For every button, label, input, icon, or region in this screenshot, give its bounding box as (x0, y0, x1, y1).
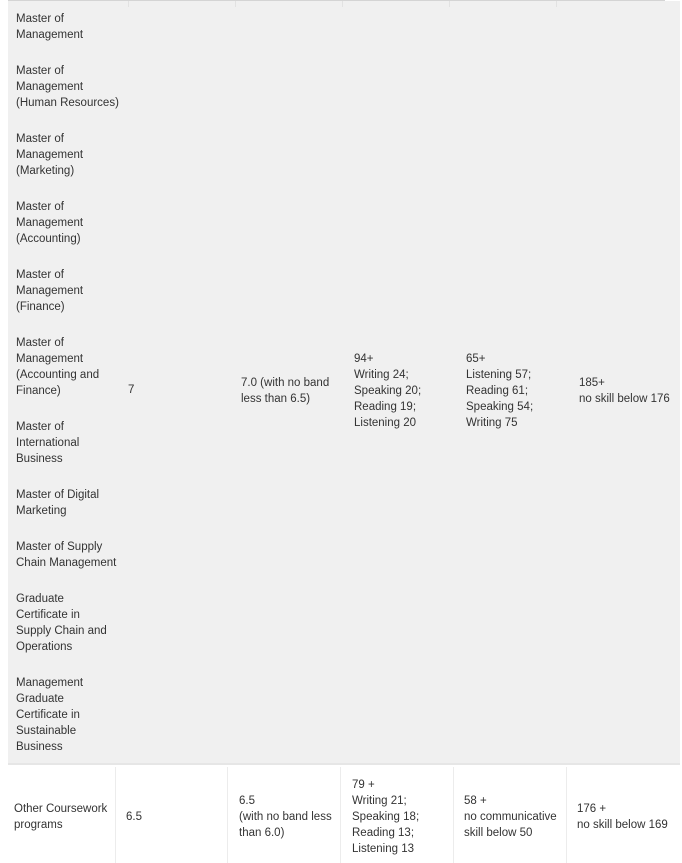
program-name: Master of Management (16, 13, 84, 41)
column-divider (342, 1, 343, 7)
column-divider (556, 1, 557, 7)
column-divider (566, 767, 567, 863)
program-name: Master of Management (Finance) (16, 269, 84, 313)
score-cell: 185+ no skill below 176 (579, 377, 670, 405)
score-cell: 65+ Listening 57; Reading 61; Speaking 54; Writing 75 (466, 353, 534, 429)
score-cell: 7 (128, 384, 135, 396)
program-name: Master of Management (Accounting and Finance) (16, 337, 100, 397)
score-cell: 79 + Writing 21; Speaking 18; Reading 13; Listening 13 (352, 779, 420, 855)
program-name: Master of Digital Marketing (16, 489, 100, 517)
score-cell: 6.5 (with no band less than 6.0) (239, 795, 332, 839)
program-name: Management Graduate Certificate in Sustainable Business (16, 677, 84, 753)
program-name: Other Coursework programs (14, 803, 108, 831)
column-divider (227, 767, 228, 863)
score-cell: 7.0 (with no band less than 6.5) (241, 377, 330, 405)
score-cell: 6.5 (126, 811, 142, 823)
program-name: Master of Management (Accounting) (16, 201, 84, 245)
program-name: Master of International Business (16, 421, 80, 465)
program-name: Master of Supply Chain Management (16, 541, 117, 569)
column-divider (235, 1, 236, 7)
column-divider (115, 767, 116, 863)
score-cell: 94+ Writing 24; Speaking 20; Reading 19; Listening 20 (354, 353, 422, 429)
score-cell: 58 + no communicative skill below 50 (464, 795, 557, 839)
column-divider (128, 1, 129, 7)
score-cell: 176 + no skill below 169 (577, 803, 668, 831)
column-divider (340, 767, 341, 863)
column-divider (453, 767, 454, 863)
program-name: Graduate Certificate in Supply Chain and Operations (16, 593, 107, 653)
program-name: Master of Management (Human Resources) (16, 65, 119, 109)
program-name: Master of Management (Marketing) (16, 133, 84, 177)
column-divider (449, 1, 450, 7)
